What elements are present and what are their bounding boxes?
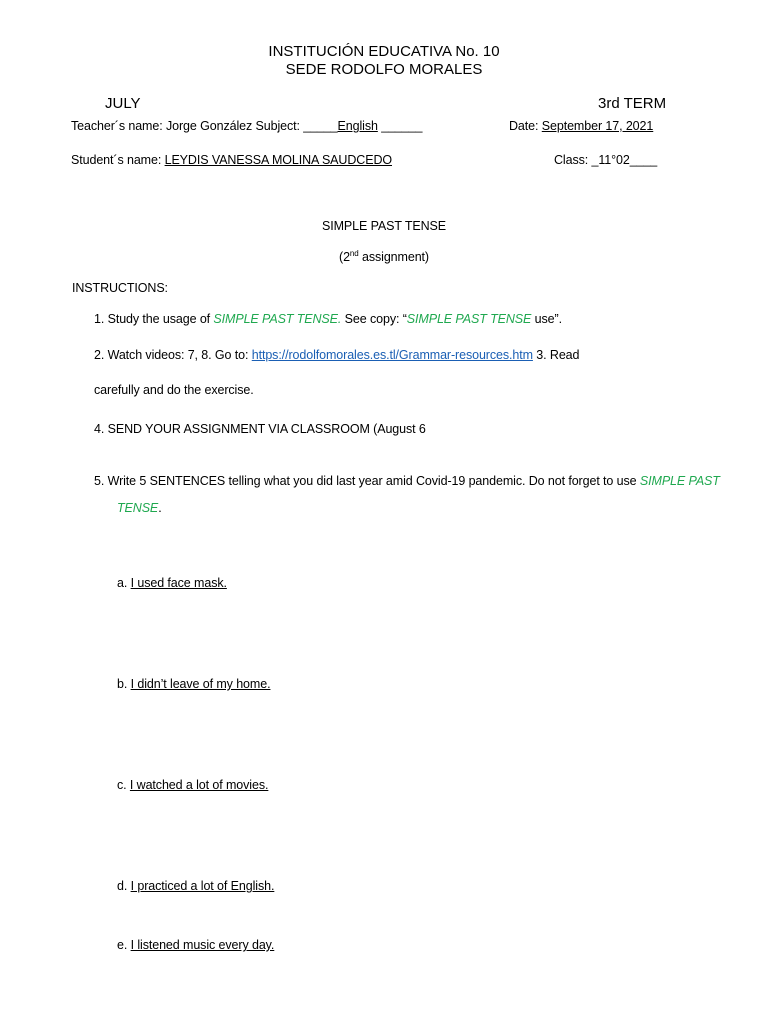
instruction-2: 2. Watch videos: 7, 8. Go to: https://rodolfomorales.es.tl/Grammar-resources.htm 3. Read [94, 348, 580, 362]
instruction-4: 4. SEND YOUR ASSIGNMENT VIA CLASSROOM (August 6 [94, 422, 426, 436]
date-value: September 17, 2021 [541, 119, 654, 133]
answer-b: b. I didn’t leave of my home. [117, 677, 271, 691]
answer-c: c. I watched a lot of movies. [117, 778, 269, 792]
assignment-title: SIMPLE PAST TENSE [321, 219, 447, 233]
teacher-line [71, 119, 422, 133]
student-label: Student´s name: [71, 153, 162, 167]
instruction-3-continuation: carefully and do the exercise. [94, 383, 254, 397]
student-line [71, 153, 392, 167]
instruction-5-continuation: TENSE. [117, 501, 162, 515]
date-line [509, 119, 653, 133]
term: 3rd TERM [598, 95, 667, 112]
subject-blank-pre: _____ [303, 119, 338, 133]
school-name: INSTITUCIÓN EDUCATIVA No. 10 [268, 43, 500, 60]
subject-label: Subject: [255, 119, 300, 133]
answer-a: a. I used face mask. [117, 576, 227, 590]
class-line [554, 153, 657, 167]
date-label: Date: [509, 119, 539, 133]
teacher-name: Jorge González [165, 119, 253, 133]
class-label: Class: [554, 153, 589, 167]
instruction-1: 1. Study the usage of SIMPLE PAST TENSE. See copy: “SIMPLE PAST TENSE use”. [94, 312, 562, 326]
class-value: _11°02____ [591, 153, 658, 167]
subject-value: English [337, 119, 378, 133]
teacher-label: Teacher´s name: [71, 119, 163, 133]
answer-d: d. I practiced a lot of English. [117, 879, 275, 893]
month: JULY [105, 95, 141, 112]
subject-blank-post: ______ [381, 119, 423, 133]
assignment-subtitle: (2nd assignment) [339, 248, 429, 264]
instructions-heading: INSTRUCTIONS: [72, 281, 168, 295]
grammar-resources-link[interactable]: https://rodolfomorales.es.tl/Grammar-resources.htm [251, 348, 533, 362]
instruction-5: 5. Write 5 SENTENCES telling what you did last year amid Covid-19 pandemic. Do not forget to use SIMPLE PAST [94, 474, 720, 488]
answer-e: e. I listened music every day. [117, 938, 275, 952]
site-name: SEDE RODOLFO MORALES [285, 61, 483, 78]
student-name: LEYDIS VANESSA MOLINA SAUDCEDO [164, 153, 392, 167]
